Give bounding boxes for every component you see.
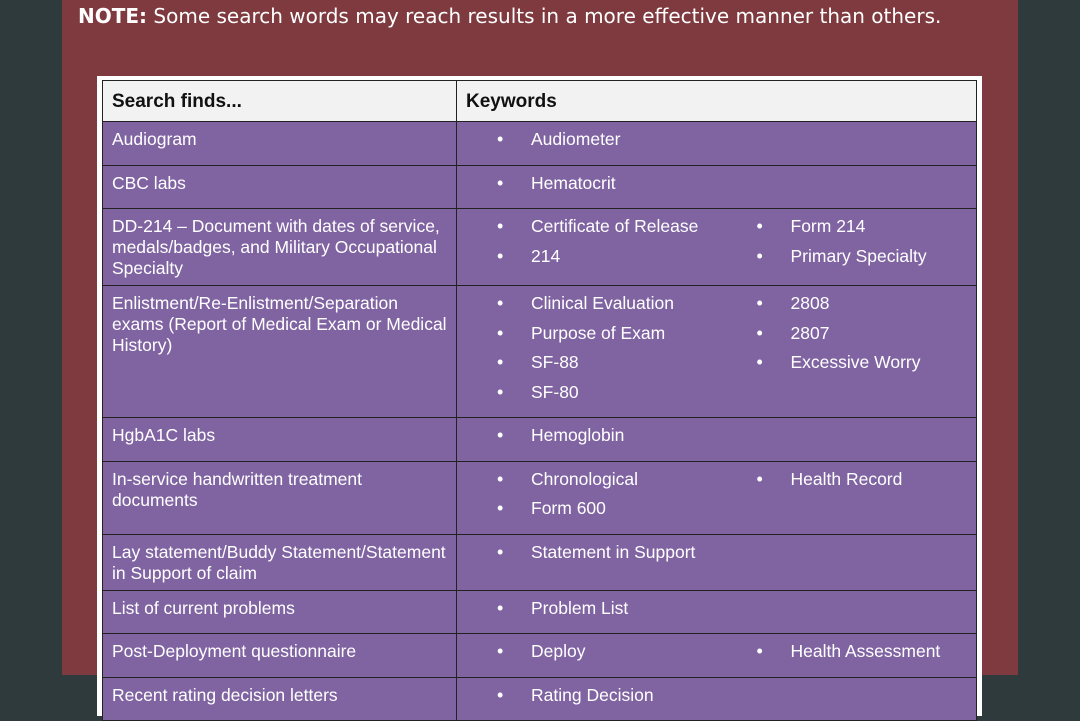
table-header-row (103, 81, 977, 122)
keyword-item: • Deploy (457, 641, 717, 671)
keyword-column (717, 293, 977, 411)
keyword-item: • Statement in Support (457, 542, 717, 572)
keyword-column (457, 469, 717, 528)
table-row (103, 590, 977, 634)
keyword-column (717, 173, 977, 203)
keyword-column (717, 129, 977, 159)
table-row (103, 122, 977, 166)
keyword-column (717, 216, 977, 275)
keyword-column (457, 598, 717, 628)
search-finds-cell: Lay statement/Buddy Statement/Statement in Support of claim (103, 534, 457, 590)
keywords-cell (457, 534, 977, 590)
table-card (97, 76, 982, 716)
keyword-column (457, 641, 717, 671)
keyword-item: • SF-80 (457, 382, 717, 412)
keyword-item: • Form 600 (457, 498, 717, 528)
header-search-finds: Search finds... (103, 81, 457, 122)
keyword-item: • SF-88 (457, 352, 717, 382)
keyword-item: • 2808 (717, 293, 977, 323)
keyword-column (717, 425, 977, 455)
keywords-cell (457, 634, 977, 678)
keyword-column (457, 542, 717, 572)
table-row (103, 286, 977, 418)
keywords-cell (457, 677, 977, 721)
note-text (78, 4, 978, 29)
keyword-item: • Purpose of Exam (457, 323, 717, 353)
keyword-column (457, 129, 717, 159)
search-finds-cell: HgbA1C labs (103, 418, 457, 462)
table-row (103, 634, 977, 678)
keywords-cell (457, 461, 977, 534)
note-body: Some search words may reach results in a more effective manner than others. (147, 4, 942, 28)
keywords-cell (457, 209, 977, 286)
keyword-item: • Hemoglobin (457, 425, 717, 455)
search-finds-cell: Audiogram (103, 122, 457, 166)
search-finds-cell: Post-Deployment questionnaire (103, 634, 457, 678)
keyword-column (717, 469, 977, 528)
keyword-column (717, 542, 977, 572)
keywords-cell (457, 418, 977, 462)
search-finds-cell: Enlistment/Re-Enlistment/Separation exams (Report of Medical Exam or Medical History) (103, 286, 457, 418)
search-finds-cell: CBC labs (103, 165, 457, 209)
header-keywords: Keywords (457, 81, 977, 122)
table-row (103, 534, 977, 590)
slide-panel (62, 0, 1018, 705)
keyword-item: • Health Assessment (717, 641, 977, 671)
keyword-item: • Chronological (457, 469, 717, 499)
table-row (103, 165, 977, 209)
keyword-item: • Excessive Worry (717, 352, 977, 382)
keyword-column (457, 425, 717, 455)
table-row (103, 418, 977, 462)
keyword-item: • 214 (457, 246, 717, 276)
table-row (103, 677, 977, 721)
keyword-column (457, 216, 717, 275)
note-label: NOTE: (78, 4, 148, 28)
keyword-column (457, 685, 717, 715)
keyword-table (102, 80, 977, 721)
search-finds-cell: In-service handwritten treatment documents (103, 461, 457, 534)
search-finds-cell: List of current problems (103, 590, 457, 634)
keyword-item: • Health Record (717, 469, 977, 499)
search-finds-cell: Recent rating decision letters (103, 677, 457, 721)
search-finds-cell: DD-214 – Document with dates of service, medals/badges, and Military Occupational Specialty (103, 209, 457, 286)
keywords-cell (457, 286, 977, 418)
keyword-item: • 2807 (717, 323, 977, 353)
keyword-item: • Primary Specialty (717, 246, 977, 276)
keyword-item: • Clinical Evaluation (457, 293, 717, 323)
keyword-item: • Problem List (457, 598, 717, 628)
keyword-column (457, 293, 717, 411)
table-row (103, 209, 977, 286)
keyword-column (717, 685, 977, 715)
keywords-cell (457, 122, 977, 166)
table-body (103, 122, 977, 721)
keyword-item: • Hematocrit (457, 173, 717, 203)
table-row (103, 461, 977, 534)
keyword-item: • Audiometer (457, 129, 717, 159)
keyword-column (457, 173, 717, 203)
keywords-cell (457, 590, 977, 634)
keyword-item: • Rating Decision (457, 685, 717, 715)
keyword-column (717, 641, 977, 671)
keyword-column (717, 598, 977, 628)
keyword-item: • Form 214 (717, 216, 977, 246)
keyword-item: • Certificate of Release (457, 216, 717, 246)
keywords-cell (457, 165, 977, 209)
